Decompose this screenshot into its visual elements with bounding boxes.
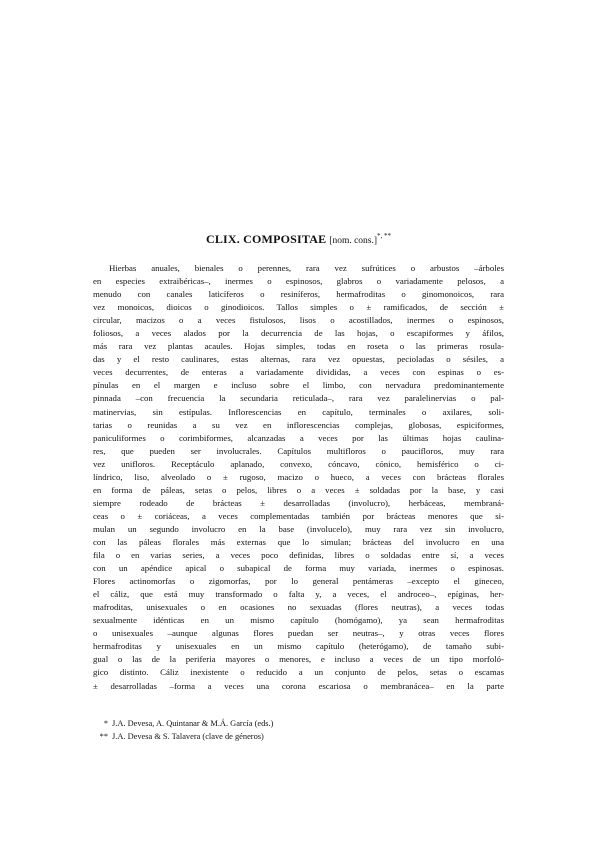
description-line: mulan un segundo involucro en la base (involucelo), muy rara vez sin involucro,: [93, 523, 504, 534]
family-heading: [0, 232, 597, 247]
description-line: ceas o ± coriáceas, a veces complementadas también por brácteas menores que si-: [93, 510, 504, 521]
description-line: tarias o reunidas a su vez en inflorescencias complejas, globosas, espiciformes,: [93, 419, 504, 430]
description-line: das y el resto caulinares, estas alternas, rara vez opuestas, pecioladas o sésiles, a: [93, 354, 504, 365]
footnote-text: J.A. Devesa, A. Quintanar & M.Á. García (eds.): [112, 719, 274, 728]
footnotes: [93, 717, 504, 743]
description-line: pinnada –con frecuencia la secundaria reticulada–, rara vez paralelinervias o pal-: [93, 393, 504, 404]
description-line: veces decurrentes, de enteras a variadamente divididas, a veces con espinas o es-: [93, 367, 504, 378]
description-line: matinervias, sin estípulas. Inflorescencias en capítulo, terminales o axilares, soli-: [93, 406, 504, 417]
description-line: Hierbas anuales, bienales o perennes, rara vez sufrútices o arbustos –árboles: [109, 263, 504, 273]
description-line: hermafroditas y unisexuales en un mismo capítulo (heterógamo), de tamaño subi-: [93, 641, 504, 652]
description-line: ± desarrolladas –forma a veces una corona escariosa o membranácea– en la parte: [93, 680, 504, 691]
family-title: CLIX. COMPOSITAE: [205, 232, 327, 246]
footnote-text: J.A. Devesa & S. Talavera (clave de géneros): [112, 732, 264, 741]
description-line: circular, macizos o a veces fistulosos, lisos o acostillados, inermes o espinosos,: [93, 315, 504, 326]
footnote-mark: **: [99, 732, 108, 741]
description-line: gual o las de la periferia mayores o menores, e incluso a veces de un tipo morfoló-: [93, 654, 504, 665]
description-line: más rara vez plantas acaules. Hojas simples, todas en roseta o las primeras rosula-: [93, 341, 504, 352]
description-line: en forma de páleas, setas o pelos, libres o a veces ± soldadas por la base, y casi: [93, 484, 504, 495]
description-line: menudo con canales laticíferos o resiníferos, hermafroditas o ginomonoicos, rara: [93, 289, 504, 300]
description-line: paniculiformes o corimbiformes, alcanzadas a veces por las últimas hojas caulina-: [93, 432, 504, 443]
description-line: pínulas en el margen e incluso sobre el limbo, con nervadura predominantemente: [93, 380, 504, 391]
description-line: fila o en varias series, a veces poco definidas, libres o soldadas entre sí, a veces: [93, 550, 504, 561]
description-line: el cáliz, que está muy transformado o falta y, a veces, el androceo–, epíginas, her-: [93, 589, 504, 600]
description-line: mafroditas, unisexuales o en ocasiones no sexuadas (flores neutras), a veces todas: [93, 602, 504, 613]
footnote: [93, 717, 504, 730]
description-line: sexualmente idénticas en un mismo capítulo (homógamo), ya sean hermafroditas: [93, 615, 504, 626]
footnote: [93, 730, 504, 743]
footnote-marks: *, **: [377, 232, 392, 240]
footnote-mark: *: [103, 719, 108, 728]
description-line: res, que pueden ser involucrales. Capítulos multifloros o paucifloros, muy rara: [93, 445, 504, 456]
family-description: [93, 262, 504, 693]
description-line: foliosos, a veces alados por la decurrencia de las hojas, o escapiformes y áfilos,: [93, 328, 504, 339]
description-line: en especies extraibéricas–, inermes o espinosos, glabros o variadamente pelosos, a: [93, 276, 504, 287]
description-line: vez monoicos, dioicos o ginodioicos. Tallos simples o ± ramificados, de sección ±: [93, 302, 504, 313]
description-line: o unisexuales –aunque algunas flores puedan ser neutras–, y otras veces flores: [93, 628, 504, 639]
description-line: Flores actinomorfas o zigomorfas, por lo general pentámeras –excepto el gineceo,: [93, 576, 504, 587]
description-line: siempre rodeado de brácteas ± desarrolladas (involucro), herbáceas, membraná-: [93, 497, 504, 508]
nomenclature-note: [nom. cons.]: [329, 236, 378, 246]
description-line: gico distinto. Cáliz inexistente o reducido a un conjunto de pelos, setas o escamas: [93, 667, 504, 678]
description-line: con un apéndice apical o subapical de forma muy variada, inermes o espinosas.: [93, 563, 504, 574]
description-line: líndrico, liso, alveolado o ± rugoso, macizo o hueco, a veces con brácteas florales: [93, 471, 504, 482]
description-line: con las páleas florales más externas que lo simulan; brácteas del involucro en una: [93, 536, 504, 547]
description-line: vez unifloros. Receptáculo aplanado, convexo, cóncavo, cónico, hemisférico o ci-: [93, 458, 504, 469]
